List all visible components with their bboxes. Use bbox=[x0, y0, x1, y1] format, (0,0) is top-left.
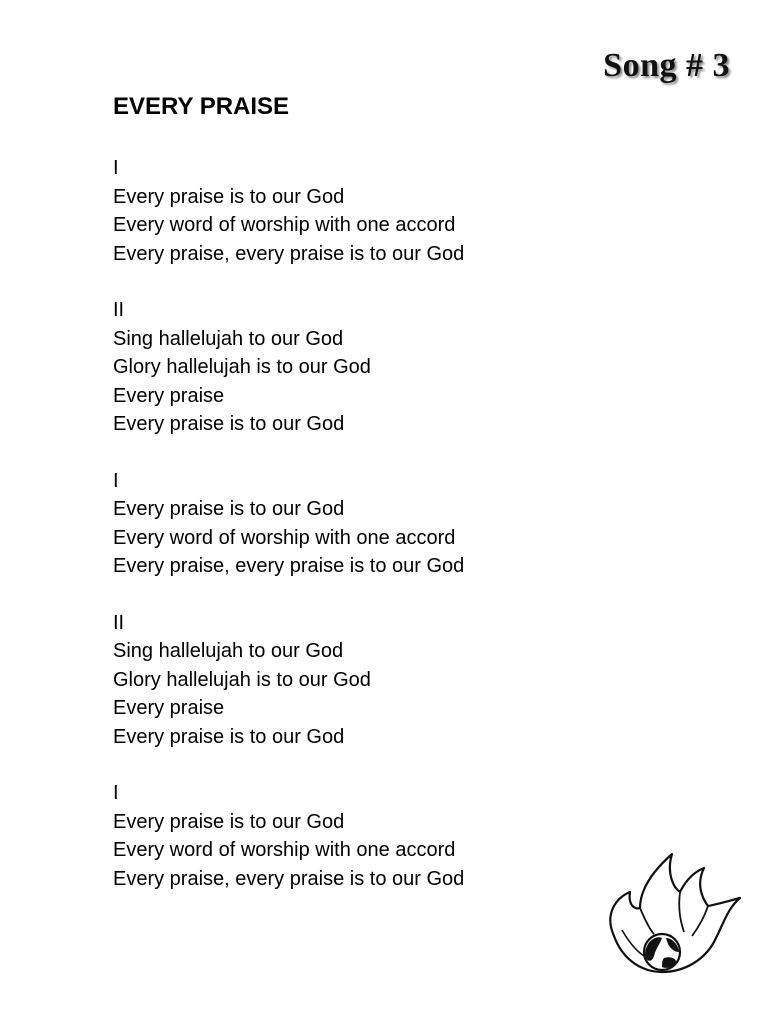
stanza-label: I bbox=[113, 157, 119, 179]
stanza-label: I bbox=[113, 782, 119, 804]
stanza-2 bbox=[113, 296, 593, 439]
lyric-line: Sing hallelujah to our God bbox=[113, 640, 344, 662]
lyric-line: Glory hallelujah is to our God bbox=[113, 668, 371, 691]
song-number: Song # 3 bbox=[603, 47, 730, 84]
lyric-line: Every word of worship with one accord bbox=[113, 839, 456, 861]
lyric-line: Every praise, every praise is to our God bbox=[113, 867, 465, 890]
lyric-line: Every praise is to our God bbox=[113, 725, 345, 748]
lyric-line: Sing hallelujah to our God bbox=[113, 327, 344, 350]
lyric-line: Glory hallelujah is to our God bbox=[113, 356, 371, 378]
lyric-line: Every praise is to our God bbox=[113, 498, 345, 520]
lyric-line: Every word of worship with one accord bbox=[113, 526, 456, 549]
stanza-4 bbox=[113, 609, 593, 752]
stanza-label: I bbox=[113, 469, 119, 492]
stanza-label: II bbox=[113, 299, 125, 321]
song-title: EVERY PRAISE bbox=[113, 93, 290, 120]
lyric-line: Every praise is to our God bbox=[113, 413, 345, 435]
lyric-line: Every word of worship with one accord bbox=[113, 214, 456, 236]
lyric-line: Every praise bbox=[113, 384, 225, 407]
lyric-line: Every praise, every praise is to our God bbox=[113, 555, 465, 577]
lyrics-body bbox=[113, 154, 593, 921]
lyric-line: Every praise is to our God bbox=[113, 810, 345, 833]
stanza-1 bbox=[113, 154, 593, 268]
stanza-5 bbox=[113, 779, 593, 893]
stanza-3 bbox=[113, 467, 593, 581]
lyric-line: Every praise is to our God bbox=[113, 185, 345, 208]
flame-logo-icon bbox=[600, 848, 750, 983]
lyric-line: Every praise, every praise is to our God bbox=[113, 242, 465, 265]
stanza-label: II bbox=[113, 611, 125, 634]
lyric-line: Every praise bbox=[113, 697, 225, 719]
